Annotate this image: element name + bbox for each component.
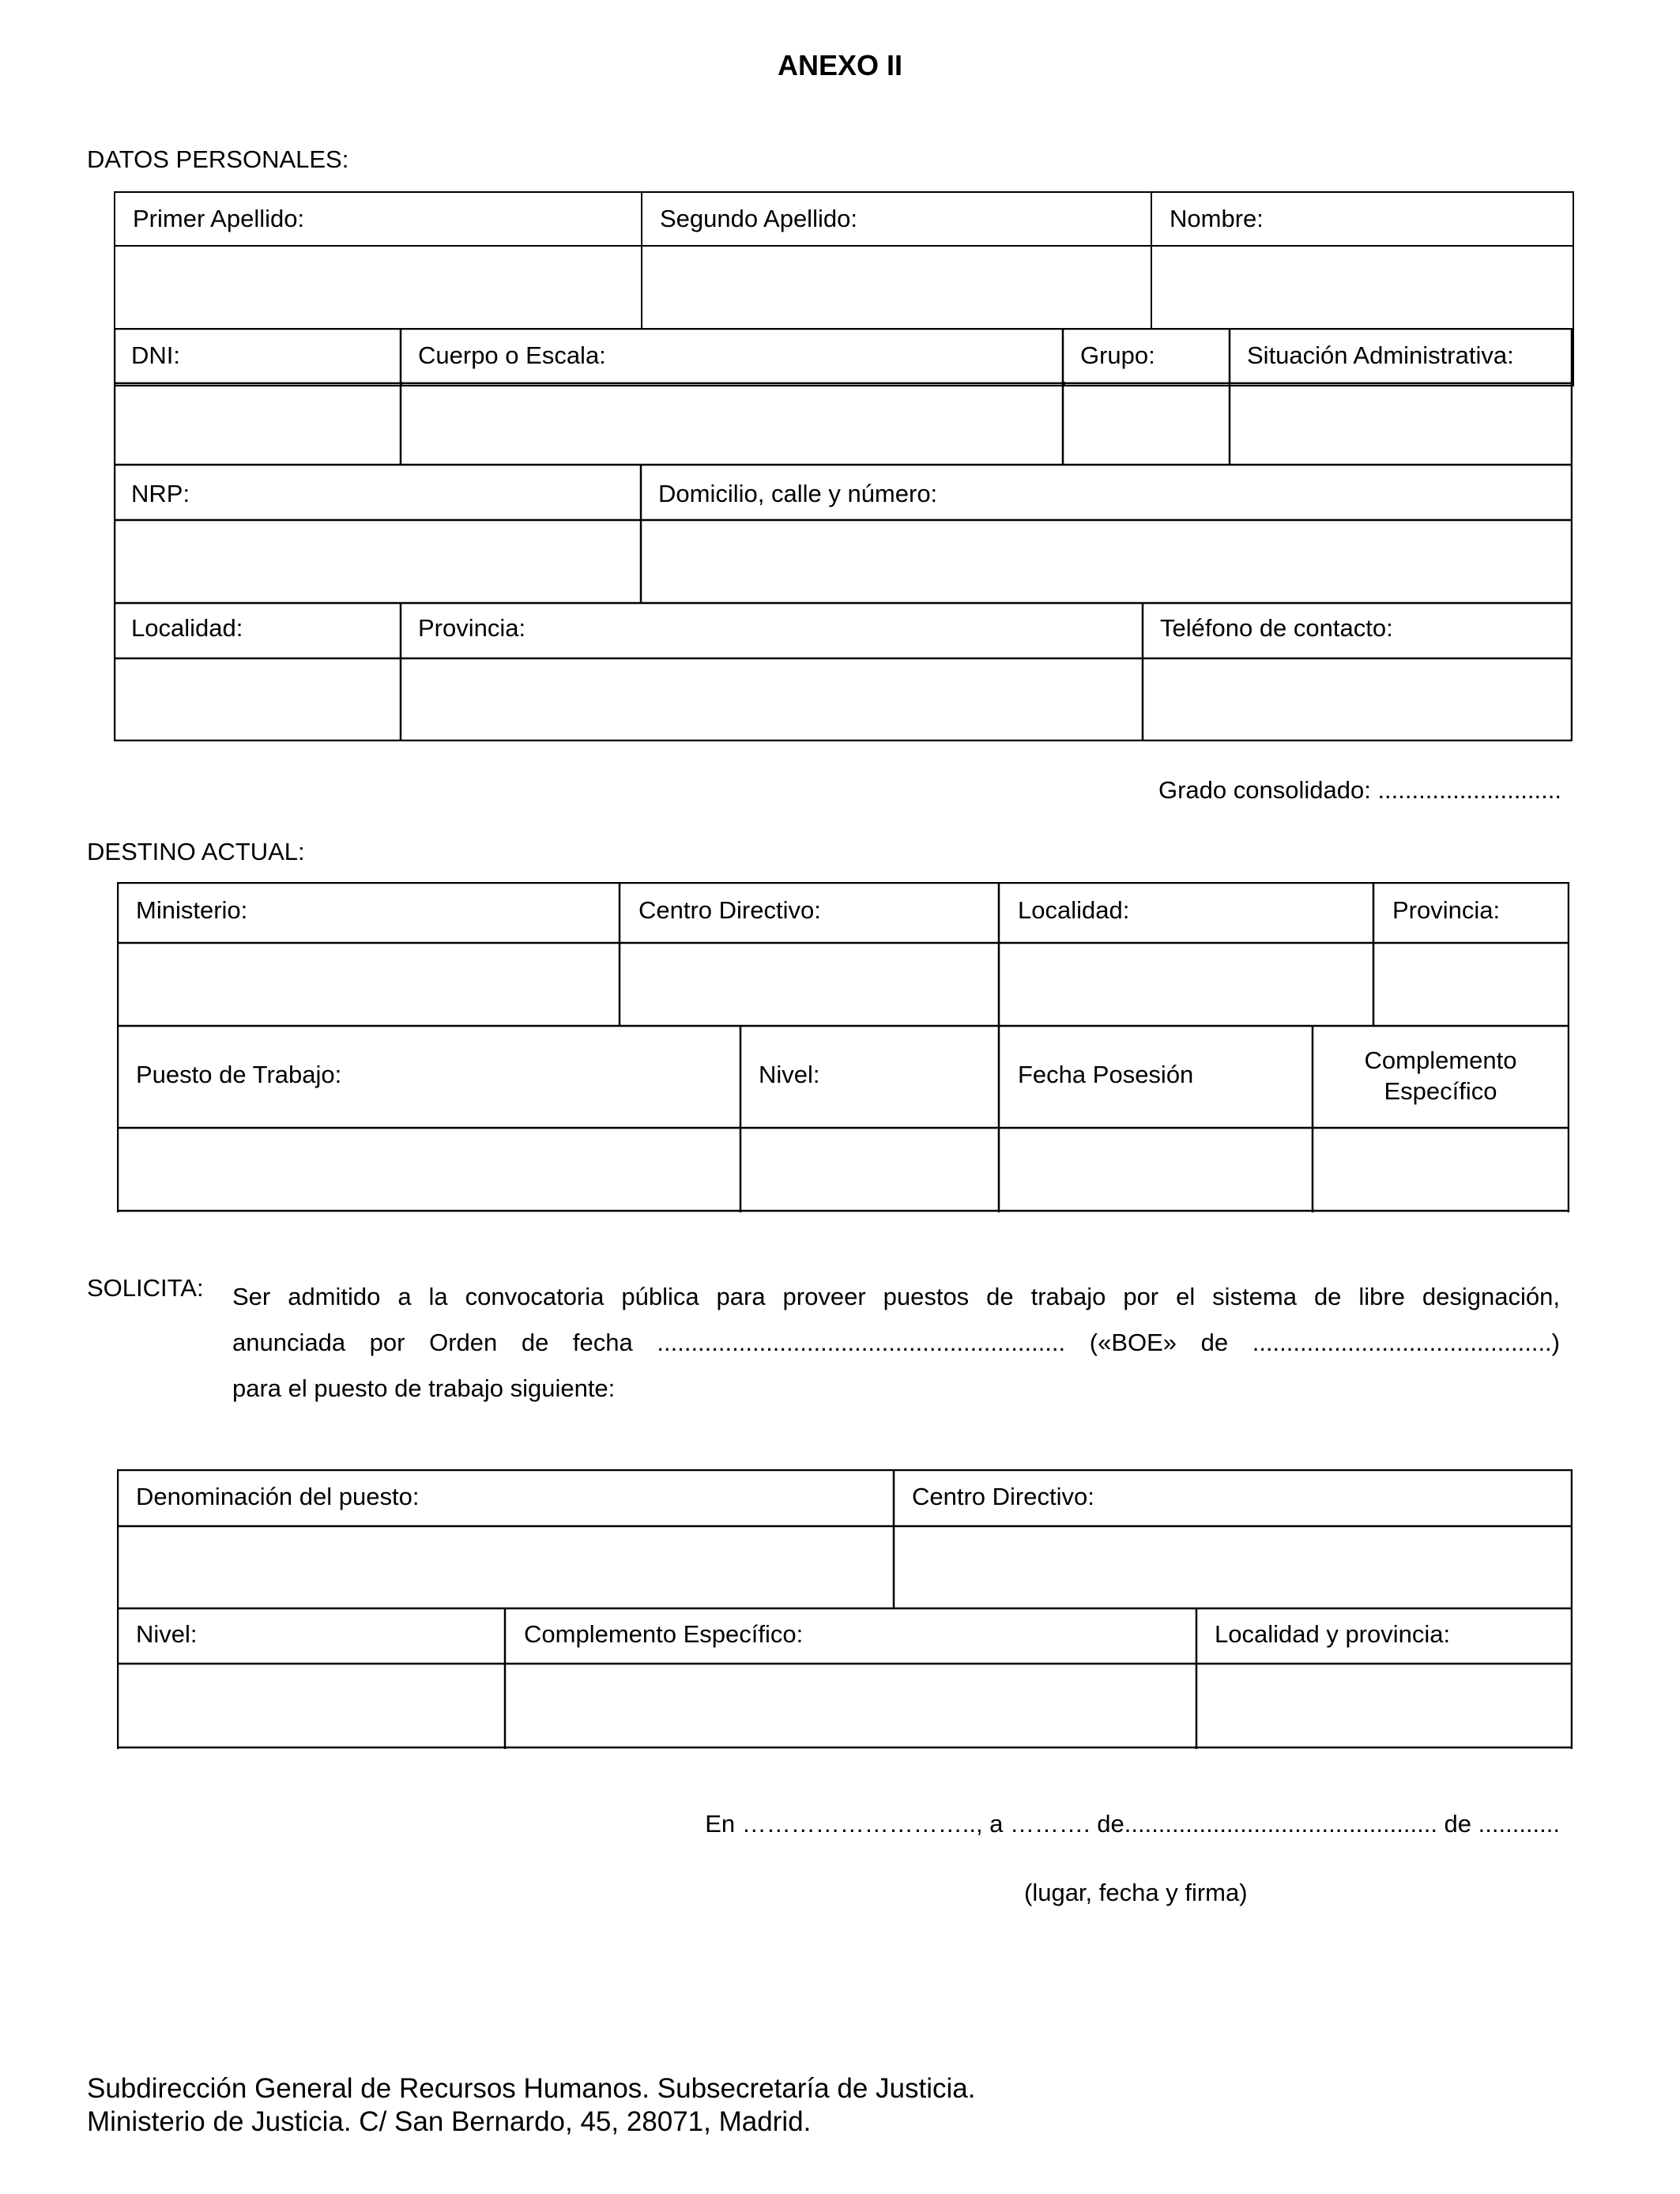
puesto-localidad-field[interactable]	[1196, 1664, 1573, 1747]
puesto-localidad-label: Localidad y provincia:	[1215, 1620, 1451, 1648]
ministerio-field[interactable]	[117, 943, 620, 1026]
grado-consolidado: Grado consolidado: ...........................	[1158, 776, 1561, 804]
cuerpo-field[interactable]	[401, 384, 1063, 465]
situacion-field[interactable]	[1230, 384, 1573, 465]
dni-label-text: DNI:	[131, 341, 180, 369]
puesto-centro-field[interactable]	[894, 1527, 1573, 1608]
solicita-line-2: anunciada por Orden de fecha ............................................................ («BOE» de ............................................)	[232, 1329, 1560, 1356]
complemento-line-2: Específico	[1384, 1077, 1497, 1105]
nrp-field[interactable]	[114, 521, 641, 603]
telefono-field[interactable]	[1143, 659, 1573, 741]
primer-apellido-field[interactable]	[115, 246, 642, 329]
centro-directivo-label: Centro Directivo:	[638, 896, 821, 924]
puesto-complemento-field[interactable]	[505, 1664, 1196, 1747]
destino-provincia-field[interactable]	[1373, 943, 1569, 1026]
puesto-centro-label: Centro Directivo:	[912, 1483, 1094, 1510]
footer-line-2: Ministerio de Justicia. C/ San Bernardo, 45, 28071, Madrid.	[87, 2106, 812, 2137]
segundo-apellido-label: Segundo Apellido:	[642, 192, 1151, 246]
nombre-label: Nombre:	[1151, 192, 1573, 246]
destino-localidad-label: Localidad:	[1018, 896, 1130, 924]
localidad-field[interactable]	[114, 659, 401, 741]
destino-heading: DESTINO ACTUAL:	[87, 838, 305, 865]
puesto-trabajo-label: Puesto de Trabajo:	[136, 1061, 342, 1088]
puesto-trabajo-field[interactable]	[117, 1128, 740, 1211]
situacion-label-text: Situación Administrativa:	[1247, 341, 1514, 369]
nrp-label: NRP:	[131, 480, 190, 507]
destino-localidad-field[interactable]	[999, 943, 1373, 1026]
dni-field[interactable]	[114, 384, 401, 465]
complemento-especifico-field[interactable]	[1313, 1128, 1569, 1211]
solicita-label: SOLICITA:	[87, 1274, 204, 1302]
ministerio-label: Ministerio:	[136, 896, 248, 924]
grupo-field[interactable]	[1063, 384, 1230, 465]
primer-apellido-label: Primer Apellido:	[115, 192, 642, 246]
nombre-field[interactable]	[1151, 246, 1573, 329]
cuerpo-label-text: Cuerpo o Escala:	[418, 341, 606, 369]
complemento-line-1: Complemento	[1364, 1046, 1517, 1074]
denominacion-field[interactable]	[117, 1527, 894, 1608]
complemento-especifico-label	[1313, 1045, 1569, 1106]
firma-caption: (lugar, fecha y firma)	[1024, 1879, 1248, 1906]
domicilio-field[interactable]	[641, 521, 1573, 603]
localidad-label: Localidad:	[131, 614, 243, 642]
destino-provincia-label: Provincia:	[1392, 896, 1501, 924]
solicita-text	[232, 1274, 1560, 1412]
solicita-line-1: Ser admitido a la convocatoria pública para proveer puestos de trabajo por el sistema de libre designación,	[232, 1283, 1560, 1310]
fecha-posesion-label: Fecha Posesión	[1018, 1061, 1194, 1088]
domicilio-label: Domicilio, calle y número:	[658, 480, 938, 507]
puesto-complemento-label: Complemento Específico:	[524, 1620, 804, 1648]
fecha-posesion-field[interactable]	[999, 1128, 1313, 1211]
puesto-nivel-field[interactable]	[117, 1664, 505, 1747]
footer-address	[87, 2072, 975, 2139]
centro-directivo-field[interactable]	[620, 943, 999, 1026]
lugar-fecha-line: En ……………………….., a ………. de.............................................. de ............	[705, 1810, 1560, 1838]
grupo-label-text: Grupo:	[1080, 341, 1155, 369]
segundo-apellido-field[interactable]	[642, 246, 1151, 329]
destino-nivel-field[interactable]	[740, 1128, 999, 1211]
denominacion-label: Denominación del puesto:	[136, 1483, 420, 1510]
destino-nivel-label: Nivel:	[759, 1061, 820, 1088]
footer-line-1: Subdirección General de Recursos Humanos. Subsecretaría de Justicia.	[87, 2073, 976, 2104]
personal-data-heading: DATOS PERSONALES:	[87, 145, 349, 173]
provincia-field[interactable]	[401, 659, 1143, 741]
provincia-label: Provincia:	[418, 614, 526, 642]
page-title: ANEXO II	[777, 49, 903, 81]
telefono-label: Teléfono de contacto:	[1160, 614, 1393, 642]
solicita-line-3: para el puesto de trabajo siguiente:	[232, 1374, 616, 1402]
puesto-nivel-label: Nivel:	[136, 1620, 198, 1648]
